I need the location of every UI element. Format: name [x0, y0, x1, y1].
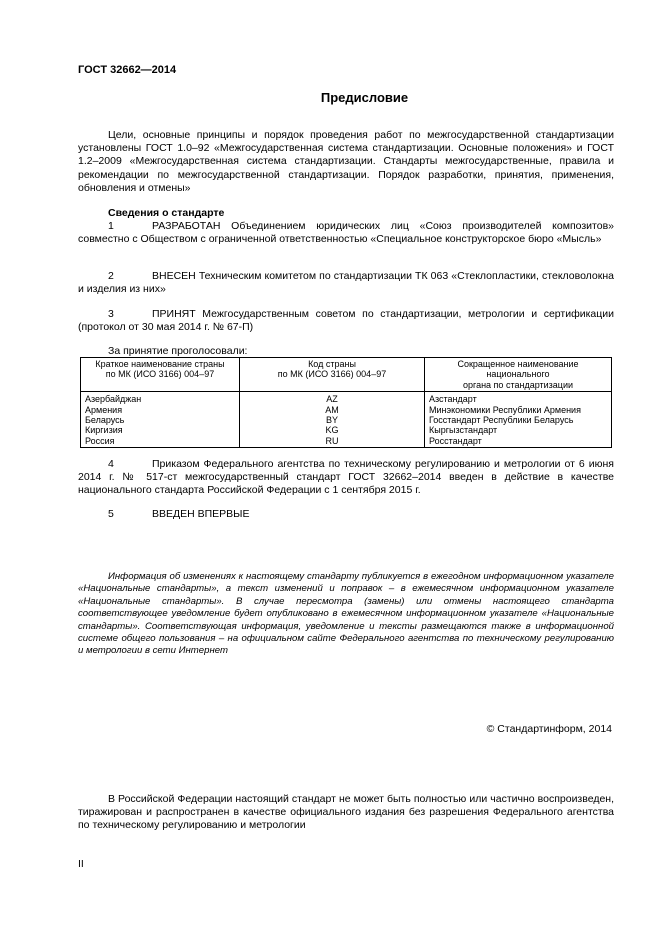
table-row — [81, 436, 612, 448]
item-5 — [78, 508, 614, 521]
body-cell: Кыргызстандарт — [425, 425, 612, 435]
code-cell: AZ — [240, 392, 425, 405]
item-number: 1 — [108, 220, 114, 232]
body-cell: Росстандарт — [425, 436, 612, 448]
table-row — [81, 392, 612, 405]
country-cell: Армения — [81, 405, 240, 415]
voting-table — [80, 357, 612, 448]
page-number: II — [78, 858, 84, 870]
table-row — [81, 405, 612, 415]
code-cell: RU — [240, 436, 425, 448]
item-number: 5 — [108, 508, 114, 520]
body-cell: Азстандарт — [425, 392, 612, 405]
changes-notice: Информация об изменениях к настоящему стандарту публикуется в ежегодном информационном указателе «Национальные стандарты», а текст изменений и поправок – в ежемесячном информационном указателе «Национальные стандарты». В случае пересмотра (замены) или отмены настоящего стандарта соответствующее уведомление будет опубликовано в ежемесячном информационном указателе «Национальные стандарты». Соответствующая информация, уведомление и тексты размещаются также в информационной системе общего пользования – на официальном сайте Федерального агентства по техническому регулированию и метрологии в сети Интернет — [78, 571, 614, 657]
country-cell: Киргизия — [81, 425, 240, 435]
item-2 — [78, 270, 614, 296]
item-4 — [78, 458, 614, 498]
info-heading: Сведения о стандарте — [108, 207, 225, 219]
item-text: ВВЕДЕН ВПЕРВЫЕ — [152, 508, 250, 520]
code-cell: KG — [240, 425, 425, 435]
code-cell: BY — [240, 415, 425, 425]
item-text: ВНЕСЕН Техническим комитетом по стандартизации ТК 063 «Стеклопластики, стекловолокна и изделия из них» — [78, 270, 614, 296]
table-row — [81, 415, 612, 425]
page-title — [0, 90, 661, 105]
item-text: Приказом Федерального агентства по техническому регулированию и метрологии от 6 июня 2014 г. № 517-ст межгосударственный стандарт ГОСТ 32662–2014 введен в действие в качестве национального стандарта Российской Федерации с 1 сентября 2015 г. — [78, 458, 614, 497]
item-1 — [78, 220, 614, 246]
col-header-body: Сокращенное наименование национального органа по стандартизации — [425, 358, 612, 392]
country-cell: Беларусь — [81, 415, 240, 425]
item-number: 3 — [108, 308, 114, 320]
intro-paragraph: Цели, основные принципы и порядок проведения работ по межгосударственной стандартизации установлены ГОСТ 1.0–92 «Межгосударственная система стандартизации. Основные положения» и ГОСТ 1.2–2009 «Межгосударственная система стандартизации. Стандарты межгосударственные, правила и рекомендации по межгосударственной стандартизации. Порядок разработки, принятия, применения, обновления и отмены» — [78, 129, 614, 194]
item-number: 2 — [108, 270, 114, 282]
country-cell: Россия — [81, 436, 240, 448]
code-cell: AM — [240, 405, 425, 415]
item-3 — [78, 308, 614, 334]
col-header-code: Код страны по МК (ИСО 3166) 004–97 — [240, 358, 425, 392]
vote-caption: За принятие проголосовали: — [108, 345, 248, 357]
footer-notice: В Российской Федерации настоящий стандарт не может быть полностью или частично воспроизведен, тиражирован и распространен в качестве официального издания без разрешения Федерального агентства по техническому регулированию и метрологии — [78, 793, 614, 832]
table-row — [81, 425, 612, 435]
voting-table-header — [81, 358, 612, 392]
col-header-country: Краткое наименование страны по МК (ИСО 3166) 004–97 — [81, 358, 240, 392]
item-text: РАЗРАБОТАН Объединением юридических лиц «Союз производителей композитов» совместно с Обществом с ограниченной ответственностью «Специальное конструкторское бюро «Мысль» — [78, 220, 614, 246]
body-cell: Госстандарт Республики Беларусь — [425, 415, 612, 425]
country-cell: Азербайджан — [81, 392, 240, 405]
page-title-text: Предисловие — [320, 90, 409, 105]
copyright: © Стандартинформ, 2014 — [486, 723, 612, 735]
item-number: 4 — [108, 458, 114, 470]
body-cell: Минэкономики Республики Армения — [425, 405, 612, 415]
standard-id: ГОСТ 32662—2014 — [78, 64, 177, 76]
item-text: ПРИНЯТ Межгосударственным советом по стандартизации, метрологии и сертификации (протокол от 30 мая 2014 г. № 67-П) — [78, 308, 614, 334]
